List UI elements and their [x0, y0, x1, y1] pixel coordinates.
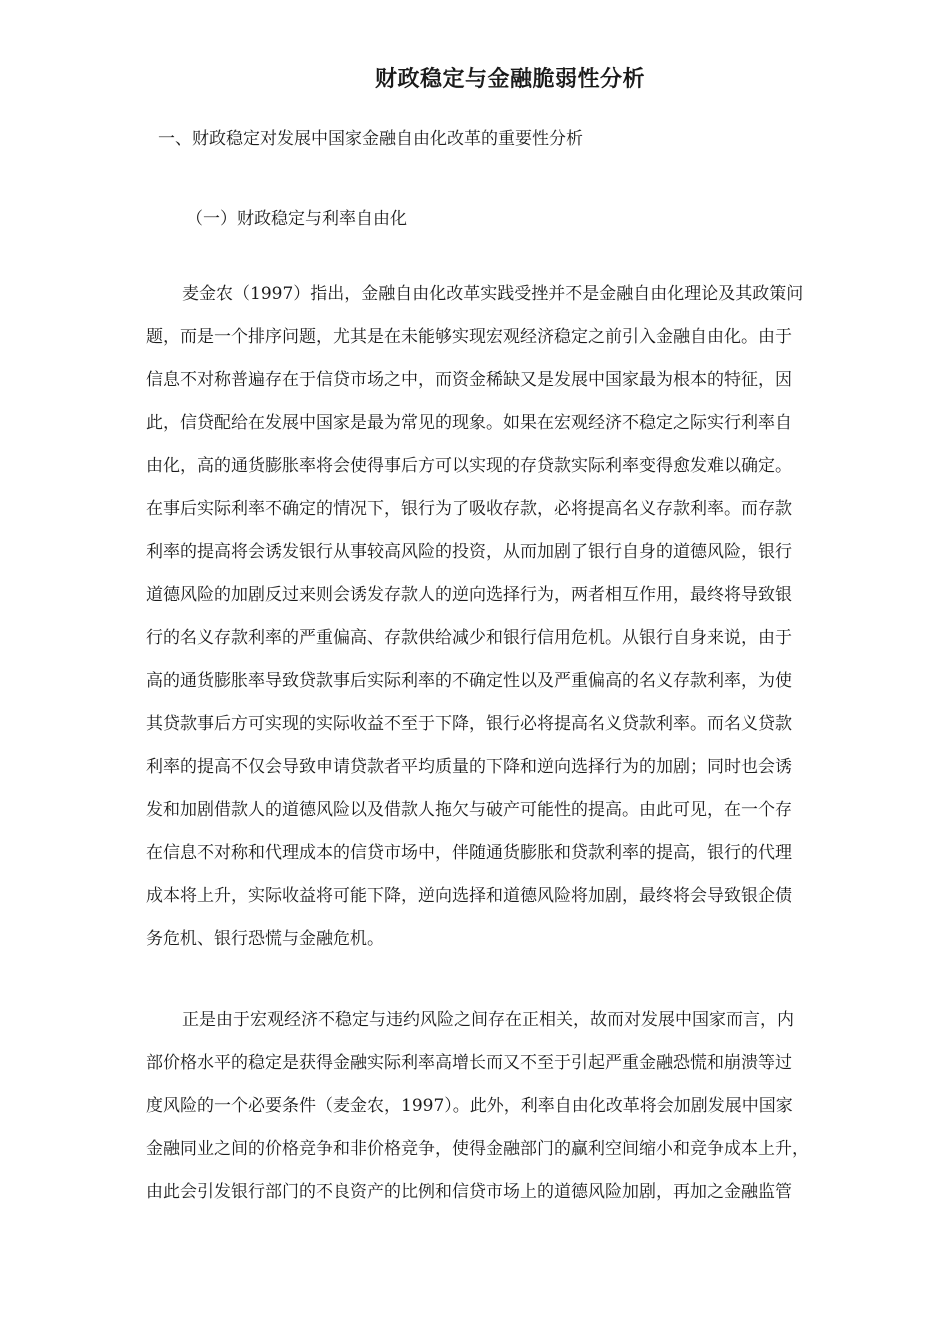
- paragraph-line: 正是由于宏观经济不稳定与违约风险之间存在正相关，故而对发展中国家而言，内: [182, 1010, 794, 1030]
- paragraph-line: 务危机、银行恐慌与金融危机。: [146, 929, 384, 949]
- body-paragraph-2: [146, 999, 880, 1214]
- body-paragraph-1: [146, 273, 880, 961]
- paragraph-line: 发和加剧借款人的道德风险以及借款人拖欠与破产可能性的提高。由此可见，在一个存: [146, 800, 792, 820]
- paragraph-line: 行的名义存款利率的严重偏高、存款供给减少和银行信用危机。从银行自身来说，由于: [146, 628, 792, 648]
- paragraph-line: 度风险的一个必要条件（麦金农，1997）。此外，利率自由化改革将会加剧发展中国家: [146, 1096, 793, 1116]
- paragraph-line: 高的通货膨胀率导致贷款事后实际利率的不确定性以及严重偏高的名义存款利率，为使: [146, 671, 792, 691]
- paragraph-line: 此，信贷配给在发展中国家是最为常见的现象。如果在宏观经济不稳定之际实行利率自: [146, 413, 792, 433]
- paragraph-line: 麦金农（1997）指出，金融自由化改革实践受挫并不是金融自由化理论及其政策问: [182, 284, 804, 304]
- paragraph-line: 金融同业之间的价格竞争和非价格竞争，使得金融部门的赢利空间缩小和竞争成本上升，: [146, 1139, 809, 1159]
- paragraph-line: 由化，高的通货膨胀率将会使得事后方可以实现的存贷款实际利率变得愈发难以确定。: [146, 456, 792, 476]
- paragraph-line: 由此会引发银行部门的不良资产的比例和信贷市场上的道德风险加剧，再加之金融监管: [146, 1182, 792, 1202]
- paragraph-line: 信息不对称普遍存在于信贷市场之中，而资金稀缺又是发展中国家最为根本的特征，因: [146, 370, 792, 390]
- paragraph-line: 题，而是一个排序问题，尤其是在未能够实现宏观经济稳定之前引入金融自由化。由于: [146, 327, 792, 347]
- subsection-heading: （一）财政稳定与利率自由化: [186, 209, 407, 229]
- paragraph-line: 部价格水平的稳定是获得金融实际利率高增长而又不至于引起严重金融恐慌和崩溃等过: [146, 1053, 792, 1073]
- paragraph-line: 成本将上升，实际收益将可能下降，逆向选择和道德风险将加剧，最终将会导致银企债: [146, 886, 792, 906]
- document-title: 财政稳定与金融脆弱性分析: [374, 66, 645, 92]
- paragraph-line: 在信息不对称和代理成本的信贷市场中，伴随通货膨胀和贷款利率的提高，银行的代理: [146, 843, 792, 863]
- paragraph-line: 利率的提高不仅会导致申请贷款者平均质量的下降和逆向选择行为的加剧；同时也会诱: [146, 757, 792, 777]
- paragraph-line: 利率的提高将会诱发银行从事较高风险的投资，从而加剧了银行自身的道德风险，银行: [146, 542, 792, 562]
- paragraph-line: 其贷款事后方可实现的实际收益不至于下降，银行必将提高名义贷款利率。而名义贷款: [146, 714, 792, 734]
- paragraph-line: 道德风险的加剧反过来则会诱发存款人的逆向选择行为，两者相互作用，最终将导致银: [146, 585, 792, 605]
- section-heading: 一、财政稳定对发展中国家金融自由化改革的重要性分析: [158, 129, 583, 149]
- paragraph-line: 在事后实际利率不确定的情况下，银行为了吸收存款，必将提高名义存款利率。而存款: [146, 499, 792, 519]
